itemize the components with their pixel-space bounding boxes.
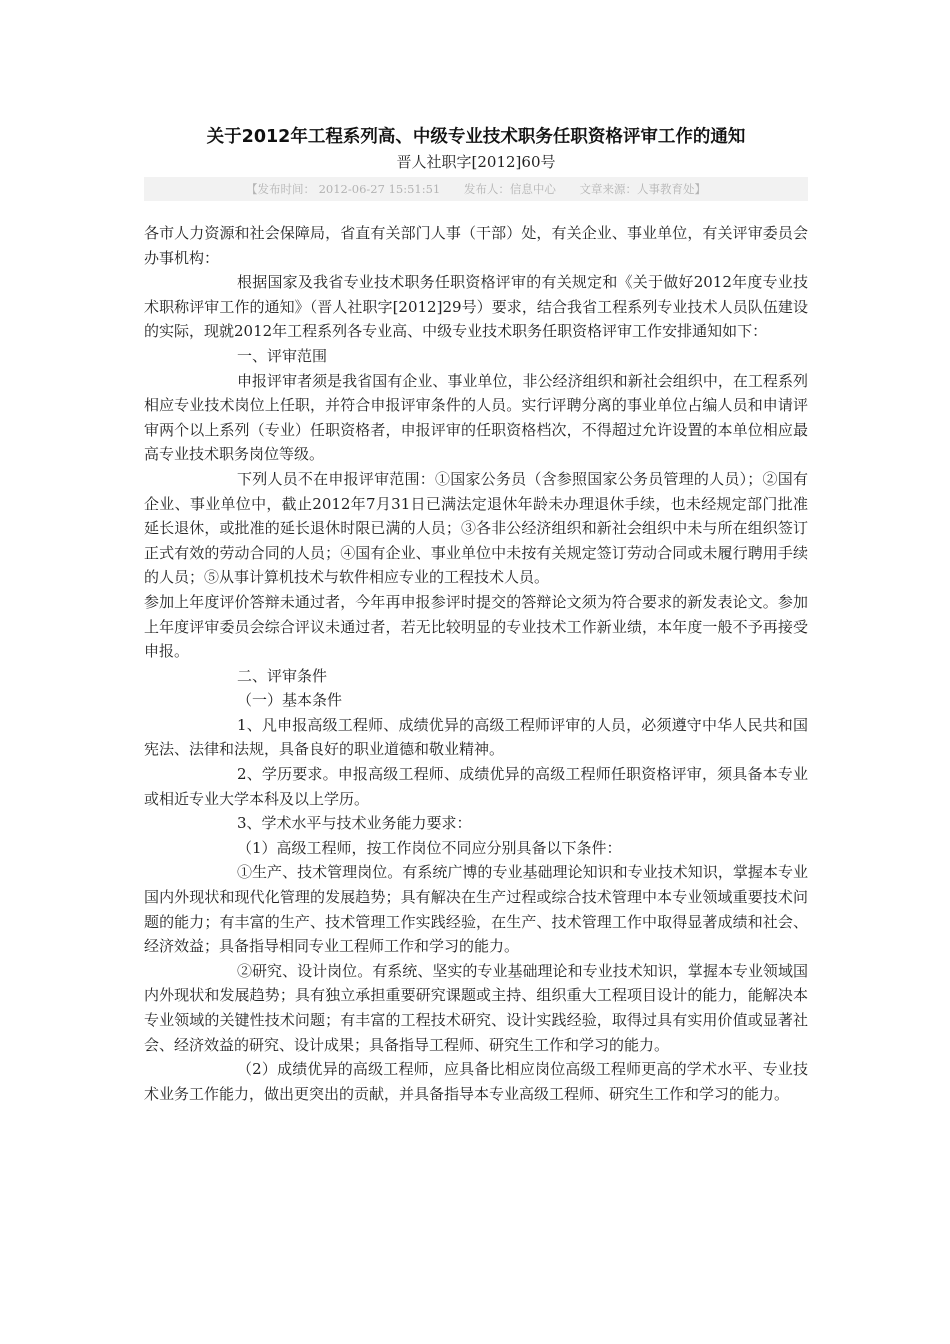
document-body xyxy=(144,221,808,1106)
body-paragraph: 1、凡申报高级工程师、成绩优异的高级工程师评审的人员，必须遵守中华人民共和国宪法、法律和法规，具备良好的职业道德和敬业精神。 xyxy=(144,715,808,759)
publisher: 发布人：信息中心 xyxy=(463,182,556,196)
document-title: 关于2012年工程系列高、中级专业技术职务任职资格评审工作的通知 xyxy=(206,127,746,147)
section-heading: 二、评审条件 xyxy=(237,666,328,685)
addressee-paragraph: 各市人力资源和社会保障局，省直有关部门人事（干部）处，有关企业、事业单位，有关评审委员会办事机构： xyxy=(144,224,808,267)
body-paragraph: 3、学术水平与技术业务能力要求： xyxy=(237,814,472,833)
subsection-heading: （一）基本条件 xyxy=(237,691,343,710)
body-paragraph: ①生产、技术管理岗位。有系统广博的专业基础理论知识和专业技术知识，掌握本专业国内外现状和现代化管理的发展趋势；具有解决在生产过程或综合技术管理中本专业领域重要技术问题的能力；有丰富的生产、技术管理工作实践经验，在生产、技术管理工作中取得显著成绩和社会、经济效益；具备指导相同专业工程师工作和学习的能力。 xyxy=(144,863,808,956)
body-paragraph: 申报评审者须是我省国有企业、事业单位，非公经济组织和新社会组织中，在工程系列相应专业技术岗位上任职，并符合申报评审条件的人员。实行评聘分离的事业单位占编人员和申请评审两个以上系列（专业）任职资格者，申报评审的任职资格档次，不得超过允许设置的本单位相应最高专业技术职务岗位等级。 xyxy=(144,371,808,464)
publish-info-bar xyxy=(144,177,808,201)
document-page xyxy=(144,124,808,1106)
document-number: 晋人社职字[2012]60号 xyxy=(396,153,556,171)
section-heading: 一、评审范围 xyxy=(237,346,328,365)
article-source: 文章来源：人事教育处】 xyxy=(579,182,707,196)
body-paragraph: ②研究、设计岗位。有系统、坚实的专业基础理论和专业技术知识，掌握本专业领域国内外现状和发展趋势；具有独立承担重要研究课题或主持、组织重大工程项目设计的能力，能解决本专业领域的关键性技术问题；有丰富的工程技术研究、设计实践经验，取得过具有实用价值或显著社会、经济效益的研究、设计成果；具备指导工程师、研究生工作和学习的能力。 xyxy=(144,961,808,1054)
body-paragraph: 根据国家及我省专业技术职务任职资格评审的有关规定和《关于做好2012年度专业技术职称评审工作的通知》（晋人社职字[2012]29号）要求，结合我省工程系列专业技术人员队伍建设的实际，现就2012年工程系列各专业高、中级专业技术职务任职资格评审工作安排通知如下： xyxy=(144,273,808,341)
body-paragraph: （1）高级工程师，按工作岗位不同应分别具备以下条件： xyxy=(237,838,622,857)
publish-time: 【发布时间： 2012-06-27 15:51:51 xyxy=(245,182,441,196)
body-paragraph: 2、学历要求。申报高级工程师、成绩优异的高级工程师任职资格评审，须具备本专业或相近专业大学本科及以上学历。 xyxy=(144,765,808,808)
body-paragraph: （2）成绩优异的高级工程师，应具备比相应岗位高级工程师更高的学术水平、专业技术业务工作能力，做出更突出的贡献，并具备指导本专业高级工程师、研究生工作和学习的能力。 xyxy=(144,1060,808,1103)
body-paragraph: 参加上年度评价答辩未通过者，今年再申报参评时提交的答辩论文须为符合要求的新发表论文。参加上年度评审委员会综合评议未通过者，若无比较明显的专业技术工作新业绩，本年度一般不予再接受申报。 xyxy=(144,592,808,661)
body-paragraph: 下列人员不在申报评审范围：①国家公务员（含参照国家公务员管理的人员）；②国有企业、事业单位中，截止2012年7月31日已满法定退休年龄未办理退休手续，也未经规定部门批准延长退休，或批准的延长退休时限已满的人员；③各非公经济组织和新社会组织中未与所在组织签订正式有效的劳动合同的人员；④国有企业、事业单位中未按有关规定签订劳动合同或未履行聘用手续的人员；⑤从事计算机技术与软件相应专业的工程技术人员。 xyxy=(144,469,808,587)
